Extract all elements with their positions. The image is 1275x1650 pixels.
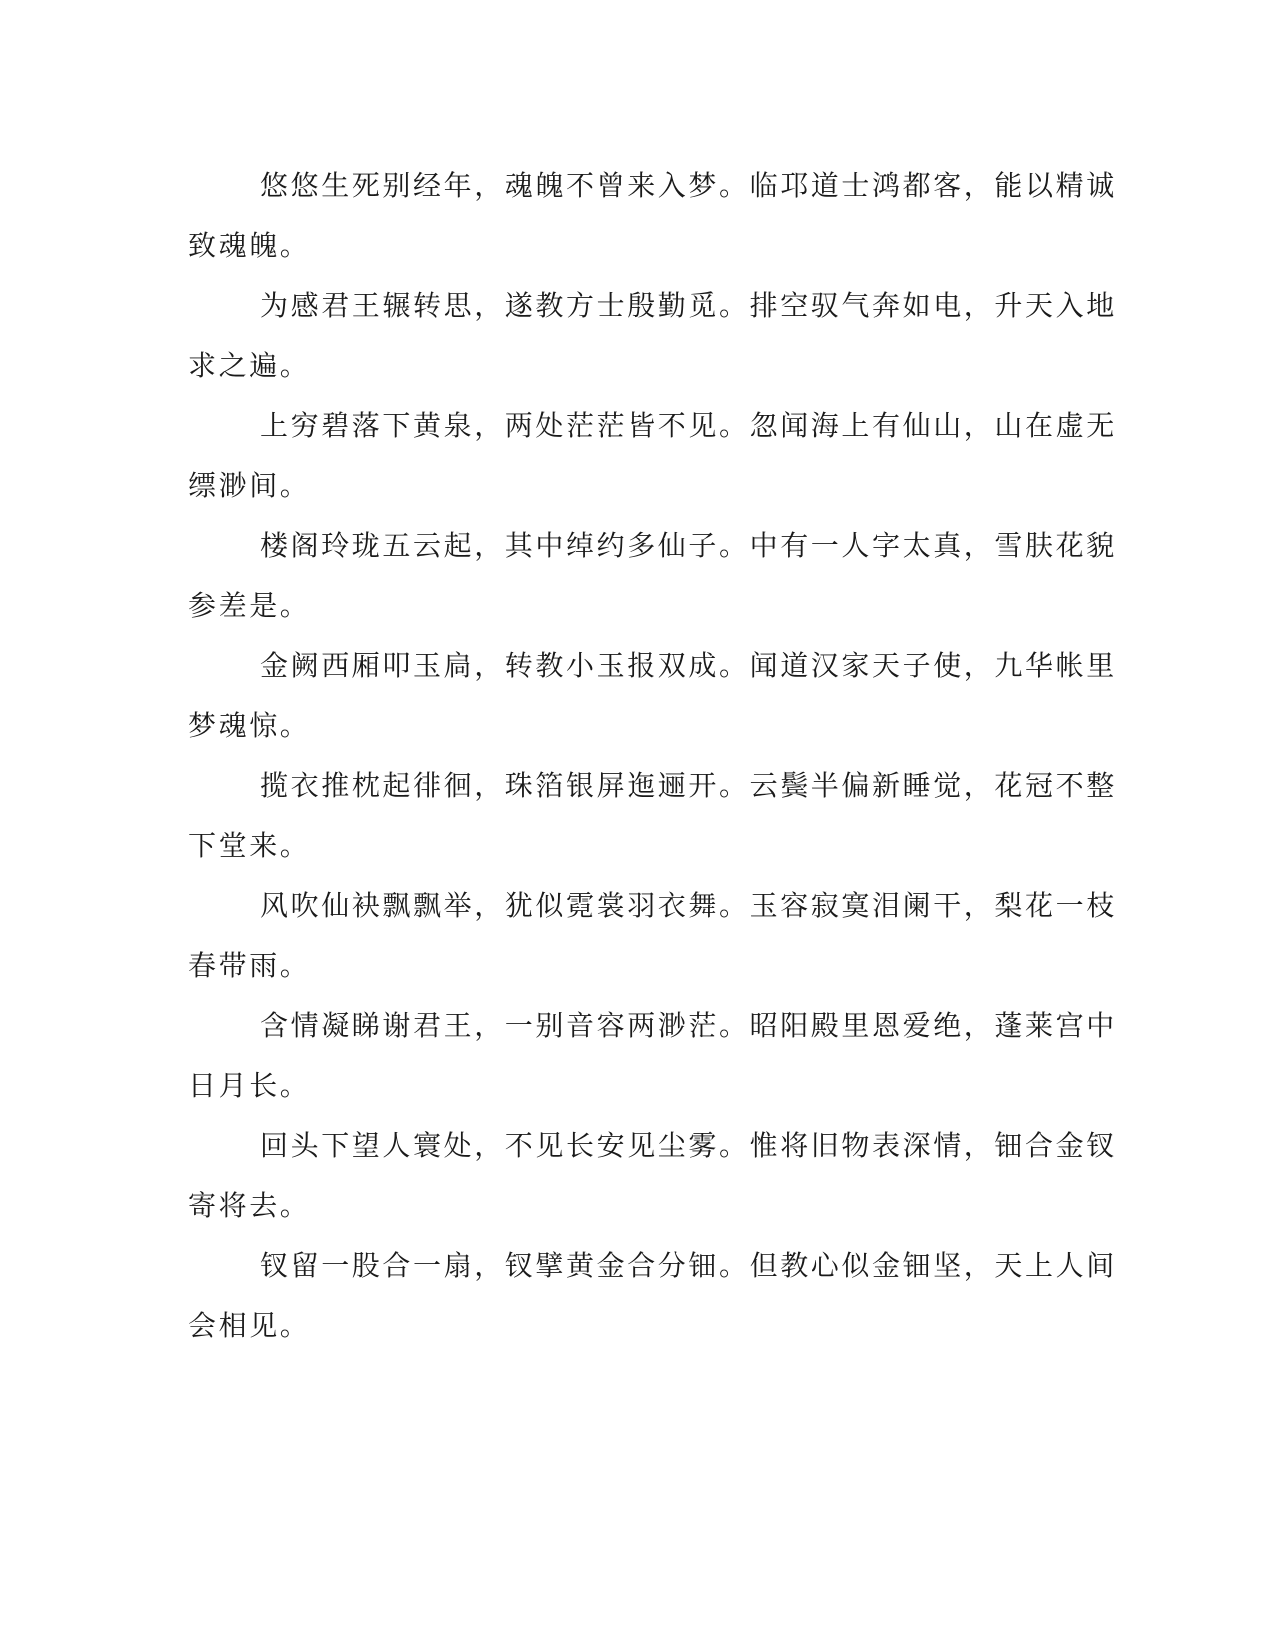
paragraph-line: 风吹仙袂飘飘举，犹似霓裳羽衣舞。玉容寂寞泪阑干，梨花一枝 — [260, 889, 1117, 922]
paragraph — [188, 876, 1117, 996]
paragraph-line: 金阙西厢叩玉扃，转教小玉报双成。闻道汉家天子使，九华帐里 — [260, 649, 1117, 682]
paragraph-line: 揽衣推枕起徘徊，珠箔银屏迤逦开。云鬓半偏新睡觉，花冠不整 — [260, 769, 1117, 802]
paragraph — [188, 1116, 1117, 1236]
paragraph-line: 钗留一股合一扇，钗擘黄金合分钿。但教心似金钿坚，天上人间 — [260, 1249, 1117, 1282]
paragraph — [188, 276, 1117, 396]
paragraph — [188, 1236, 1117, 1356]
paragraph-line: 会相见。 — [188, 1309, 311, 1342]
paragraph-line: 为感君王辗转思，遂教方士殷勤觅。排空驭气奔如电，升天入地 — [260, 289, 1117, 322]
paragraph — [188, 396, 1117, 516]
paragraph-line: 悠悠生死别经年，魂魄不曾来入梦。临邛道士鸿都客，能以精诚 — [260, 169, 1117, 202]
paragraph-line: 回头下望人寰处，不见长安见尘雾。惟将旧物表深情，钿合金钗 — [260, 1129, 1117, 1162]
paragraph-line: 致魂魄。 — [188, 229, 311, 262]
paragraph-line: 梦魂惊。 — [188, 709, 311, 742]
paragraph-line: 参差是。 — [188, 589, 311, 622]
paragraph-line: 上穷碧落下黄泉，两处茫茫皆不见。忽闻海上有仙山，山在虚无 — [260, 409, 1117, 442]
paragraph-line: 缥渺间。 — [188, 469, 311, 502]
poem-body — [188, 156, 1117, 1356]
paragraph — [188, 516, 1117, 636]
paragraph-line: 求之遍。 — [188, 349, 311, 382]
paragraph-line: 春带雨。 — [188, 949, 311, 982]
paragraph — [188, 996, 1117, 1116]
paragraph — [188, 156, 1117, 276]
paragraph-line: 含情凝睇谢君王，一别音容两渺茫。昭阳殿里恩爱绝，蓬莱宫中 — [260, 1009, 1117, 1042]
paragraph-line: 下堂来。 — [188, 829, 311, 862]
paragraph-line: 寄将去。 — [188, 1189, 311, 1222]
paragraph-line: 日月长。 — [188, 1069, 311, 1102]
paragraph — [188, 636, 1117, 756]
paragraph-line: 楼阁玲珑五云起，其中绰约多仙子。中有一人字太真，雪肤花貌 — [260, 529, 1117, 562]
paragraph — [188, 756, 1117, 876]
